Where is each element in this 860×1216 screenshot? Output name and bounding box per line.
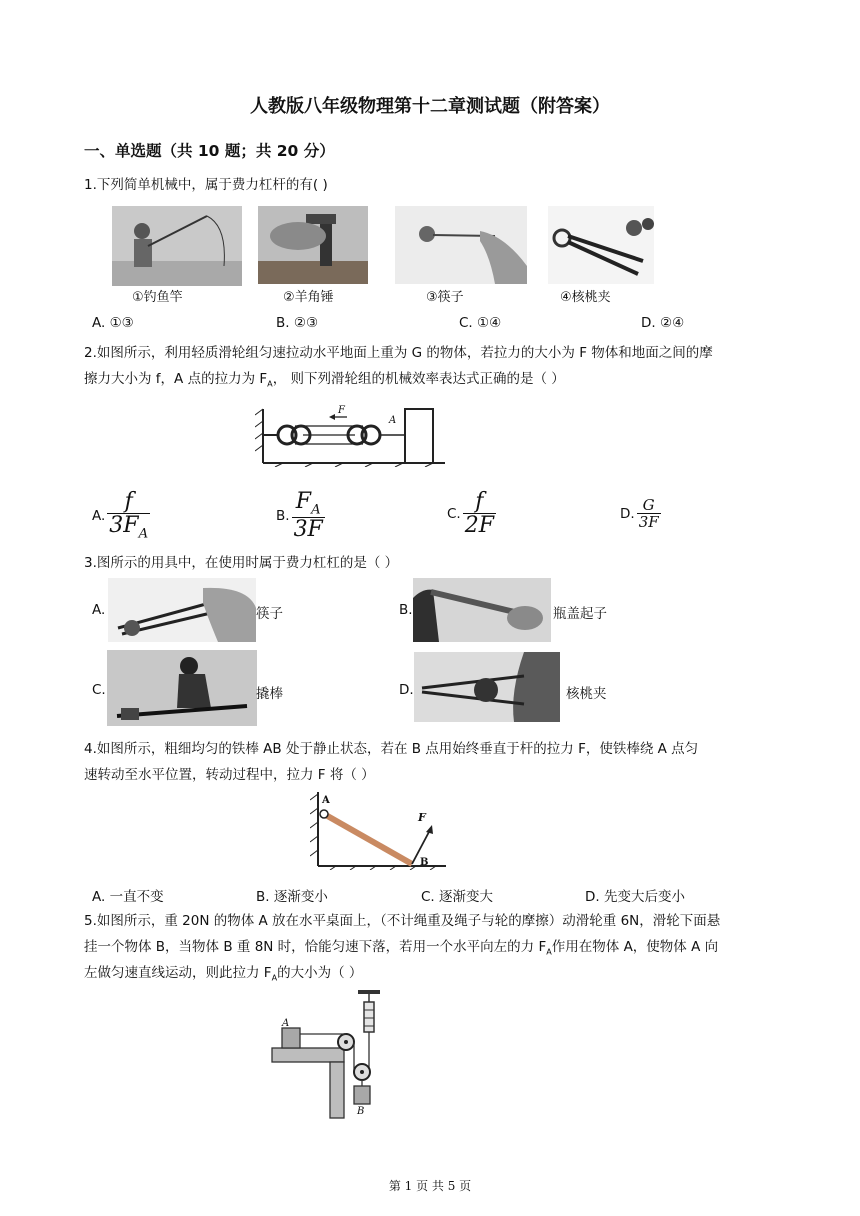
chopsticks-photo [108, 578, 256, 642]
fig4-label-f: F [418, 811, 426, 824]
pulley-system-diagram [255, 405, 445, 467]
caption-nutcracker: ④核桃夹 [560, 290, 611, 305]
fig2-label-f: F [338, 405, 345, 416]
fig5-label-b: B [357, 1106, 365, 1117]
nutcracker-image [548, 206, 654, 284]
q3-option-d-label[interactable]: D. [399, 682, 414, 698]
question-2-stem-line2: 擦力大小为 f，A 点的拉力为 $F_A$， 则下列滑轮组的机械效率表达式正确的是（ ） [84, 371, 565, 389]
q2-option-a[interactable]: A. $\frac{f}{3F_A}$ [92, 489, 149, 542]
q3-option-a-label[interactable]: A. [92, 602, 106, 618]
q1-option-b[interactable]: B. ②③ [276, 315, 319, 331]
caption-chopsticks: ③筷子 [426, 290, 464, 305]
nutcracker-photo [414, 652, 560, 722]
claw-hammer-image [258, 206, 368, 284]
q3-option-b-label[interactable]: B. [399, 602, 413, 618]
question-4-stem-line2: 速转动至水平位置，转动过程中，拉力 F 将（ ） [84, 767, 375, 783]
iron-rod-diagram [310, 790, 450, 870]
q4-option-a[interactable]: A. 一直不变 [92, 889, 164, 905]
q4-option-c[interactable]: C. 逐渐变大 [421, 889, 494, 905]
table-pulley-diagram [258, 990, 398, 1120]
question-1-stem: 1.下列简单机械中，属于费力杠杆的有( ) [84, 177, 328, 193]
question-5-stem-line1: 5.如图所示，重 20N 的物体 A 放在水平桌面上，（不计绳重及绳子与轮的摩擦）动滑轮重 6N，滑轮下面悬 [84, 913, 721, 929]
fig4-label-b: B [420, 857, 429, 868]
q3-option-b-name: 瓶盖起子 [553, 606, 607, 622]
question-5-stem-line2: 挂一个物体 B，当物体 B 重 8N 时，恰能匀速下落，若用一个水平向左的力 $F_A$作用在物体 A，使物体 A 向 [84, 939, 719, 957]
page-footer: 第 1 页 共 5 页 [388, 1179, 472, 1193]
q3-option-c-name: 撬棒 [256, 686, 283, 702]
crowbar-photo [107, 650, 257, 726]
fig5-label-a: A [282, 1018, 290, 1029]
question-4-stem-line1: 4.如图所示，粗细均匀的铁棒 AB 处于静止状态，若在 B 点用始终垂直于杆的拉力 F，使铁棒绕 A 点匀 [84, 741, 699, 757]
q2-option-d[interactable]: D. $\frac{G}{3F}$ [620, 496, 659, 531]
q1-option-d[interactable]: D. ②④ [641, 315, 685, 331]
fig2-label-a: A [389, 415, 397, 426]
caption-fishing-rod: ①钓鱼竿 [132, 290, 183, 305]
fig4-label-a: A [322, 795, 330, 806]
question-2-stem-line1: 2.如图所示，利用轻质滑轮组匀速拉动水平地面上重为 G 的物体，若拉力的大小为 F 物体和地面之间的摩 [84, 345, 713, 361]
chopsticks-image [395, 206, 527, 284]
bottle-opener-photo [413, 578, 551, 642]
question-5-stem-line3: 左做匀速直线运动，则此拉力 $F_A$的大小为（ ） [84, 965, 363, 983]
question-3-stem: 3.图所示的用具中，在使用时属于费力杠杠的是（ ） [84, 555, 399, 571]
page-title: 人教版八年级物理第十二章测试题（附答案） [250, 96, 610, 117]
q3-option-d-name: 核桃夹 [566, 686, 607, 702]
q3-option-c-label[interactable]: C. [92, 682, 106, 698]
q1-option-a[interactable]: A. ①③ [92, 315, 134, 331]
q2-option-c[interactable]: C. $\frac{f}{2F}$ [447, 489, 494, 538]
q4-option-b[interactable]: B. 逐渐变小 [256, 889, 328, 905]
q2-option-b[interactable]: B. $\frac{F_A}{3F}$ [276, 489, 323, 542]
q4-option-d[interactable]: D. 先变大后变小 [585, 889, 685, 905]
section-heading: 一、单选题（共 10 题；共 20 分） [84, 142, 335, 160]
q3-option-a-name: 筷子 [256, 606, 283, 622]
q1-option-c[interactable]: C. ①④ [459, 315, 502, 331]
caption-claw-hammer: ②羊角锤 [283, 290, 334, 305]
